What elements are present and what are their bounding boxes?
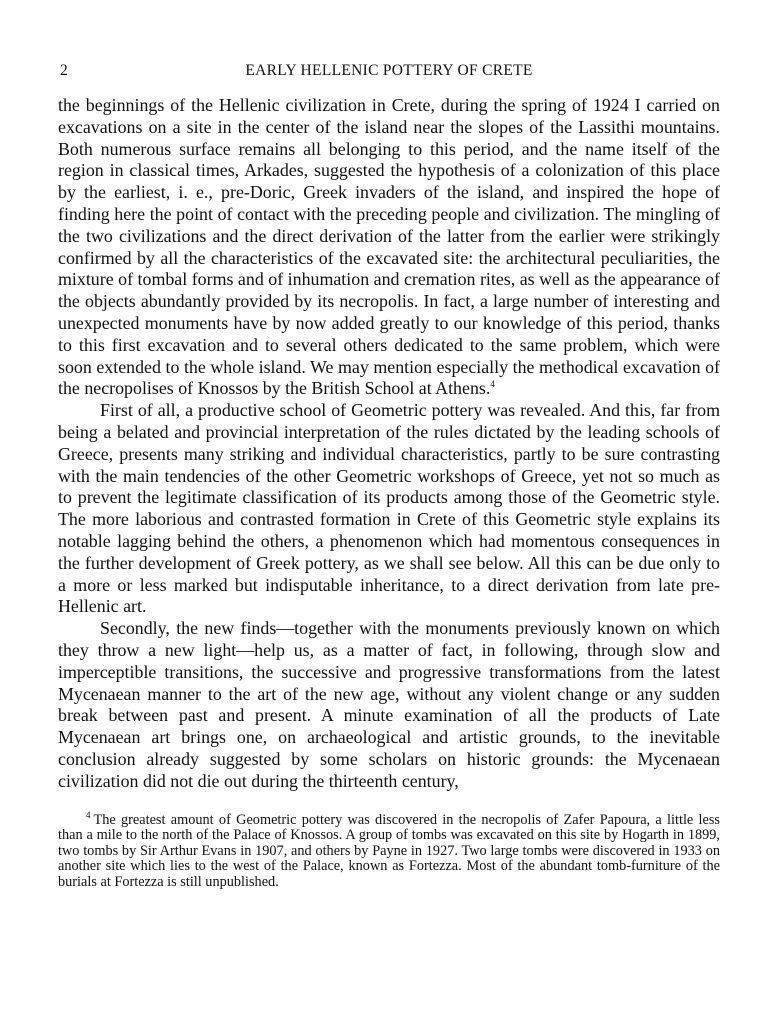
footnote-reference-4: 4 — [490, 379, 495, 390]
paragraph-1-text: the beginnings of the Hellenic civilization in Crete, during the spring of 1924 I carried on excavations on a site in the center of the island near the slopes of the Lassithi mountains. Both numerous surface remains all belonging to this period, and the name itself of the region in classical times, Arkades, suggested the hypothesis of a colonization of this place by the earliest, i. e., pre-Doric, Greek invaders of the island, and inspired the hope of finding here the point of contact with the preceding people and civilization. The mingling of the two civilizations and the direct derivation of the latter from the earlier were strikingly confirmed by all the characteristics of the excavated site: the architectural peculiarities, the mixture of tombal forms and of inhumation and cremation rites, as well as the appearance of the objects abundantly provided by its necropolis. In fact, a large number of interesting and unexpected monuments have by now added greatly to our knowledge of this period, thanks to this first excavation and to several others dedicated to the same problem, which were soon extended to the whole island. We may mention especially the methodical excavation of the necropolises of Knossos by the British School at Athens. — [58, 95, 720, 399]
body-text — [58, 95, 720, 793]
footnote-4 — [58, 809, 720, 891]
page-number: 2 — [60, 62, 68, 79]
footnote-marker: 4 — [86, 809, 91, 820]
footnotes — [58, 809, 720, 891]
running-head — [58, 60, 720, 82]
paragraph-2: First of all, a productive school of Geometric pottery was revealed. And this, far from being a belated and provincial interpretation of the rules dictated by the leading schools of Greece, presents many striking and individual characteristics, partly to be sure contrasting with the main tendencies of the other Geometric workshops of Greece, yet not so much as to prevent the legitimate classification of its products among those of the Geometric style. The more laborious and contrasted formation in Crete of this Geometric style explains its notable lagging behind the others, a phenomenon which had momentous consequences in the further development of Greek pottery, as we shall see below. All this can be due only to a more or less marked but indisputable inheritance, to a direct derivation from late pre-Hellenic art. — [58, 400, 720, 617]
footnote-text: The greatest amount of Geometric pottery was discovered in the necropolis of Zafer Papoura, a little less than a mile to the north of the Palace of Knossos. A group of tombs was excavated on this site by Hogarth in 1899, two tombs by Sir Arthur Evans in 1907, and others by Payne in 1927. Two large tombs were discovered in 1933 on another site which lies to the west of the Palace, known as Fortezza. Most of the abundant tomb-furniture of the burials at Fortezza is still unpublished. — [58, 811, 720, 890]
paragraph-3: Secondly, the new finds—together with the monuments previously known on which they throw a new light—help us, as a matter of fact, in following, through slow and imperceptible transitions, the successive and progressive transformations from the latest Mycenaean manner to the art of the new age, without any violent change or any sudden break between past and present. A minute examination of all the products of Late Mycenaean art brings one, on archaeological and artistic grounds, to the inevitable conclusion already suggested by some scholars on historic grounds: the Mycenaean civilization did not die out during the thirteenth century, — [58, 618, 720, 791]
running-title: EARLY HELLENIC POTTERY OF CRETE — [245, 62, 533, 79]
paragraph-1 — [58, 95, 720, 400]
book-page — [58, 60, 720, 890]
